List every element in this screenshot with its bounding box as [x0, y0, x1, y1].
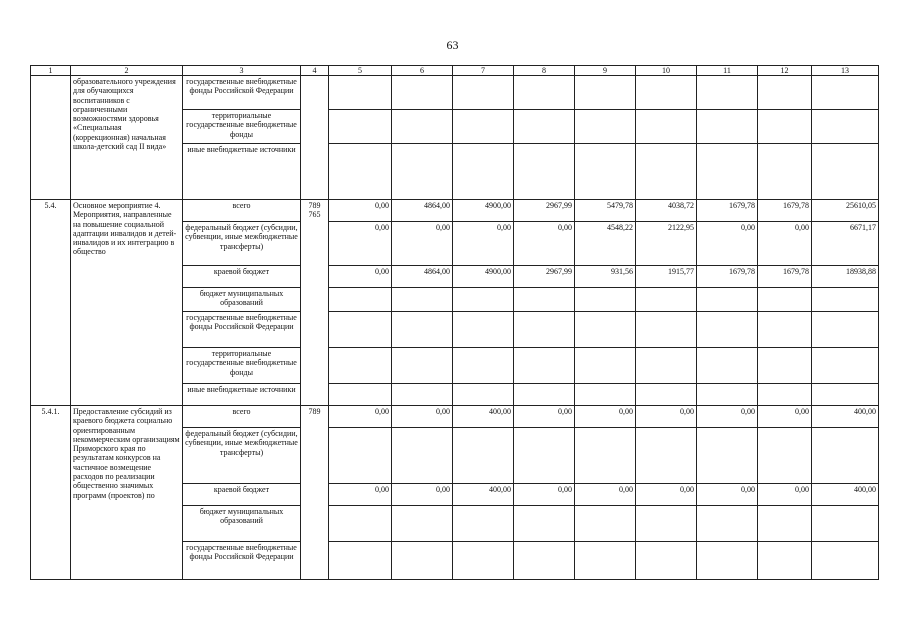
value-cell: 18938,88	[812, 266, 879, 288]
funding-source-cell: территориальные государственные внебюджетные фонды	[183, 110, 301, 144]
value-cell	[636, 542, 697, 580]
value-cell	[514, 542, 575, 580]
value-cell	[453, 288, 514, 312]
value-cell	[697, 428, 758, 484]
value-cell	[758, 384, 812, 406]
item-number-cell: 5.4.	[31, 200, 71, 406]
value-cell: 2967,99	[514, 200, 575, 222]
value-cell	[575, 144, 636, 200]
value-cell: 931,56	[575, 266, 636, 288]
funding-source-cell: федеральный бюджет (субсидии, субвенции, иные межбюджетные трансферты)	[183, 222, 301, 266]
value-cell: 0,00	[514, 406, 575, 428]
value-cell	[453, 506, 514, 542]
value-cell: 0,00	[329, 484, 392, 506]
value-cell	[812, 312, 879, 348]
value-cell: 4900,00	[453, 266, 514, 288]
value-cell: 0,00	[636, 484, 697, 506]
value-cell	[812, 428, 879, 484]
value-cell	[392, 506, 453, 542]
value-cell	[697, 110, 758, 144]
code-cell: 789	[301, 406, 329, 580]
value-cell: 2122,95	[636, 222, 697, 266]
value-cell	[697, 348, 758, 384]
value-cell	[812, 506, 879, 542]
value-cell	[514, 312, 575, 348]
value-cell	[758, 312, 812, 348]
value-cell	[697, 542, 758, 580]
value-cell	[453, 428, 514, 484]
value-cell	[514, 76, 575, 110]
funding-source-cell: краевой бюджет	[183, 484, 301, 506]
table-row	[31, 76, 879, 110]
item-number-cell: 5.4.1.	[31, 406, 71, 580]
value-cell	[636, 506, 697, 542]
value-cell	[329, 428, 392, 484]
value-cell: 4864,00	[392, 266, 453, 288]
code-cell: 789 765	[301, 200, 329, 406]
value-cell: 0,00	[392, 484, 453, 506]
value-cell	[575, 428, 636, 484]
table-row	[31, 406, 879, 428]
value-cell	[758, 76, 812, 110]
value-cell	[329, 384, 392, 406]
value-cell	[636, 384, 697, 406]
value-cell	[392, 144, 453, 200]
funding-source-cell: бюджет муниципальных образований	[183, 288, 301, 312]
value-cell	[636, 144, 697, 200]
value-cell: 2967,99	[514, 266, 575, 288]
column-number-header: 12	[758, 66, 812, 76]
value-cell	[575, 542, 636, 580]
value-cell	[392, 76, 453, 110]
value-cell	[453, 144, 514, 200]
value-cell: 0,00	[575, 406, 636, 428]
value-cell	[453, 542, 514, 580]
item-number-cell	[31, 76, 71, 200]
value-cell	[697, 384, 758, 406]
funding-source-cell: всего	[183, 406, 301, 428]
value-cell	[453, 384, 514, 406]
value-cell	[514, 428, 575, 484]
value-cell	[758, 288, 812, 312]
column-number-header: 6	[392, 66, 453, 76]
column-number-header: 2	[71, 66, 183, 76]
value-cell: 0,00	[697, 222, 758, 266]
value-cell	[636, 428, 697, 484]
value-cell	[329, 348, 392, 384]
program-table	[30, 65, 879, 580]
funding-source-cell: иные внебюджетные источники	[183, 144, 301, 200]
value-cell	[758, 428, 812, 484]
value-cell	[812, 76, 879, 110]
column-number-row	[31, 66, 879, 76]
value-cell	[697, 506, 758, 542]
value-cell: 400,00	[453, 406, 514, 428]
value-cell	[392, 312, 453, 348]
value-cell	[575, 506, 636, 542]
value-cell	[812, 110, 879, 144]
value-cell	[575, 288, 636, 312]
value-cell	[514, 348, 575, 384]
value-cell	[636, 288, 697, 312]
value-cell: 1679,78	[758, 200, 812, 222]
value-cell	[575, 76, 636, 110]
value-cell: 4864,00	[392, 200, 453, 222]
funding-source-cell: краевой бюджет	[183, 266, 301, 288]
value-cell: 1679,78	[697, 266, 758, 288]
value-cell	[329, 542, 392, 580]
value-cell	[812, 144, 879, 200]
value-cell: 0,00	[636, 406, 697, 428]
page-number: 63	[446, 38, 459, 52]
value-cell: 1915,77	[636, 266, 697, 288]
value-cell: 0,00	[392, 406, 453, 428]
value-cell	[453, 312, 514, 348]
value-cell: 0,00	[453, 222, 514, 266]
column-number-header: 3	[183, 66, 301, 76]
value-cell	[697, 144, 758, 200]
value-cell	[392, 348, 453, 384]
value-cell	[453, 76, 514, 110]
value-cell: 4038,72	[636, 200, 697, 222]
column-number-header: 13	[812, 66, 879, 76]
column-number-header: 4	[301, 66, 329, 76]
funding-source-cell: государственные внебюджетные фонды Российской Федерации	[183, 542, 301, 580]
funding-source-cell: иные внебюджетные источники	[183, 384, 301, 406]
value-cell	[758, 110, 812, 144]
value-cell: 400,00	[812, 484, 879, 506]
column-number-header: 1	[31, 66, 71, 76]
value-cell	[758, 506, 812, 542]
value-cell	[812, 542, 879, 580]
value-cell: 1679,78	[697, 200, 758, 222]
value-cell: 4900,00	[453, 200, 514, 222]
item-name-cell: Предоставление субсидий из краевого бюджета социально ориентированным некоммерческим организациям Приморского края по результатам конкурсов на частичное возмещение расходов по реализации общественно значимых программ (проектов) по	[71, 406, 183, 580]
value-cell	[329, 312, 392, 348]
value-cell	[636, 348, 697, 384]
value-cell	[812, 384, 879, 406]
item-name-cell: Основное мероприятие 4. Мероприятия, направленные на повышение социальной адаптации инвалидов и детей-инвалидов и их интеграцию в общество	[71, 200, 183, 406]
column-number-header: 5	[329, 66, 392, 76]
value-cell	[392, 542, 453, 580]
value-cell: 6671,17	[812, 222, 879, 266]
value-cell	[329, 506, 392, 542]
value-cell	[392, 288, 453, 312]
value-cell: 0,00	[514, 222, 575, 266]
value-cell	[329, 110, 392, 144]
value-cell: 0,00	[329, 200, 392, 222]
value-cell	[329, 144, 392, 200]
funding-source-cell: федеральный бюджет (субсидии, субвенции, иные межбюджетные трансферты)	[183, 428, 301, 484]
value-cell	[636, 76, 697, 110]
value-cell	[453, 110, 514, 144]
value-cell	[636, 312, 697, 348]
value-cell	[758, 542, 812, 580]
value-cell	[329, 76, 392, 110]
value-cell: 0,00	[514, 484, 575, 506]
value-cell: 0,00	[758, 222, 812, 266]
value-cell: 0,00	[758, 406, 812, 428]
column-number-header: 7	[453, 66, 514, 76]
value-cell	[392, 384, 453, 406]
column-number-header: 11	[697, 66, 758, 76]
column-number-header: 10	[636, 66, 697, 76]
value-cell	[697, 312, 758, 348]
item-name-cell: образовательного учреждения для обучающихся воспитанников с ограниченными возможностями здоровья «Специальная (коррекционная) начальная школа-детский сад II вида»	[71, 76, 183, 200]
value-cell	[392, 110, 453, 144]
value-cell: 0,00	[575, 484, 636, 506]
column-number-header: 9	[575, 66, 636, 76]
value-cell: 0,00	[329, 222, 392, 266]
value-cell: 5479,78	[575, 200, 636, 222]
value-cell	[812, 288, 879, 312]
value-cell	[758, 144, 812, 200]
funding-source-cell: государственные внебюджетные фонды Российской Федерации	[183, 312, 301, 348]
value-cell	[453, 348, 514, 384]
value-cell: 400,00	[812, 406, 879, 428]
column-number-header: 8	[514, 66, 575, 76]
value-cell: 400,00	[453, 484, 514, 506]
value-cell	[575, 110, 636, 144]
table-row	[31, 200, 879, 222]
funding-source-cell: территориальные государственные внебюджетные фонды	[183, 348, 301, 384]
value-cell: 1679,78	[758, 266, 812, 288]
value-cell	[697, 288, 758, 312]
code-cell	[301, 76, 329, 200]
value-cell	[697, 76, 758, 110]
value-cell: 0,00	[329, 406, 392, 428]
value-cell: 0,00	[758, 484, 812, 506]
value-cell: 25610,05	[812, 200, 879, 222]
value-cell	[758, 348, 812, 384]
funding-source-cell: всего	[183, 200, 301, 222]
value-cell: 0,00	[697, 484, 758, 506]
value-cell	[812, 348, 879, 384]
funding-source-cell: государственные внебюджетные фонды Российской Федерации	[183, 76, 301, 110]
value-cell	[575, 312, 636, 348]
value-cell: 4548,22	[575, 222, 636, 266]
value-cell	[392, 428, 453, 484]
value-cell	[575, 384, 636, 406]
funding-source-cell: бюджет муниципальных образований	[183, 506, 301, 542]
value-cell	[514, 110, 575, 144]
value-cell	[514, 144, 575, 200]
value-cell	[636, 110, 697, 144]
value-cell: 0,00	[697, 406, 758, 428]
value-cell	[514, 506, 575, 542]
value-cell	[575, 348, 636, 384]
value-cell	[514, 288, 575, 312]
value-cell	[514, 384, 575, 406]
value-cell: 0,00	[392, 222, 453, 266]
value-cell: 0,00	[329, 266, 392, 288]
value-cell	[329, 288, 392, 312]
